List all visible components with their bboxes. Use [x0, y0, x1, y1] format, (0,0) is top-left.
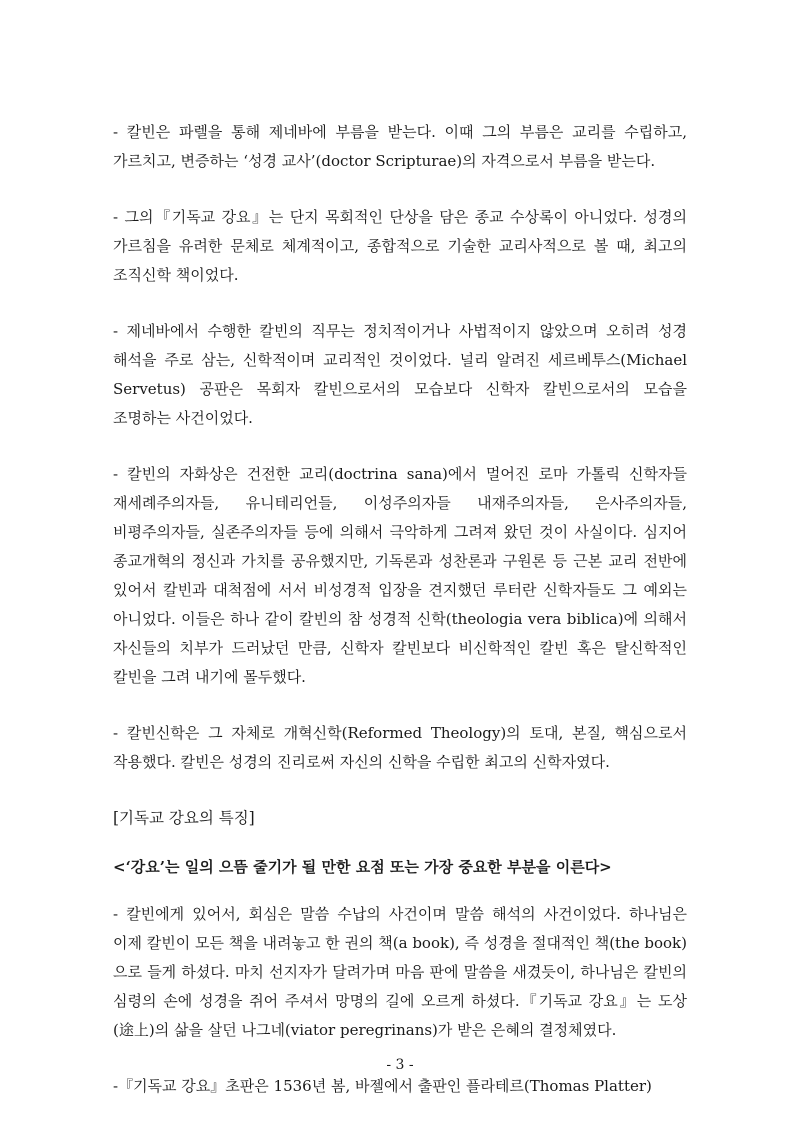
- document-body: [113, 118, 687, 1128]
- paragraph-first-edition: -『기독교 강요』초판은 1536년 봄, 바젤에서 출판인 플라테르(Thomas Platter): [113, 1077, 652, 1095]
- paragraph-institutes-nature: - 그의『기독교 강요』는 단지 목회적인 단상을 담은 종교 수상록이 아니었다. 성경의 가르침을 유려한 문체로 체계적이고, 종합적으로 기술한 교리사적으로 볼 때, 최고의 조직신학 책이었다.: [113, 208, 687, 284]
- paragraph-calvin-portrait: - 칼빈의 자화상은 건전한 교리(doctrina sana)에서 멀어진 로마 가톨릭 신학자들 재세례주의자들, 유니테리언들, 이성주의자들 내재주의자들, 은사주의자들, 비평주의자들, 실존주의자들 등에 의해서 극악하게 그려져 왔던 것이 사실이다. 심지어 종교개혁의 정신과 가치를 공유했지만, 기독론과 성찬론과 구원론 등 근본 교리 전반에 있어서 칼빈과 대척점에 서서 비성경적 입장을 견지했던 루터란 신학자들도 그 예외는 아니었다. 이들은 하나 같이 칼빈의 참 성경적 신학(theologia vera biblica)에 의해서 자신들의 치부가 드러났던 만큼, 신학자 칼빈보다 비신학적인 칼빈 혹은 탈신학적인 칼빈을 그려 내기에 몰두했다.: [113, 465, 687, 686]
- page-number: - 3 -: [386, 1057, 414, 1073]
- paragraph-conversion: - 칼빈에게 있어서, 회심은 말씀 수납의 사건이며 말씀 해석의 사건이었다. 하나님은 이제 칼빈이 모든 책을 내려놓고 한 권의 책(a book), 즉 성경을 절대적인 책(the book)으로 들게 하셨다. 마치 선지자가 달려가며 마음 판에 말씀을 새겼듯이, 하나님은 칼빈의 심령의 손에 성경을 쥐어 주셔서 망명의 길에 오르게 하셨다.『기독교 강요』는 도상(途上)의 삶을 살던 나그네(viator peregrinans)가 받은 은혜의 결정체였다.: [113, 905, 687, 1039]
- paragraph-calvin-theology: - 칼빈신학은 그 자체로 개혁신학(Reformed Theology)의 토대, 본질, 핵심으로서 작용했다. 칼빈은 성경의 진리로써 자신의 신학을 수립한 최고의 신학자였다.: [113, 724, 687, 771]
- section-subheading: <‘강요’는 일의 으뜸 줄기가 될 만한 요점 또는 가장 중요한 부분을 이른다>: [113, 858, 612, 876]
- paragraph-geneva-duties: - 제네바에서 수행한 칼빈의 직무는 정치적이거나 사법적이지 않았으며 오히려 성경 해석을 주로 삼는, 신학적이며 교리적인 것이었다. 널리 알려진 세르베투스(Michael Servetus) 공판은 목회자 칼빈으로서의 모습보다 신학자 칼빈으로서의 모습을 조명하는 사건이었다.: [113, 322, 687, 427]
- section-heading: [기독교 강요의 특징]: [113, 809, 255, 827]
- paragraph-calvin-call: - 칼빈은 파렐을 통해 제네바에 부름을 받는다. 이때 그의 부름은 교리를 수립하고, 가르치고, 변증하는 ‘성경 교사’(doctor Scripturae)의 자격으로서 부름을 받는다.: [113, 123, 687, 170]
